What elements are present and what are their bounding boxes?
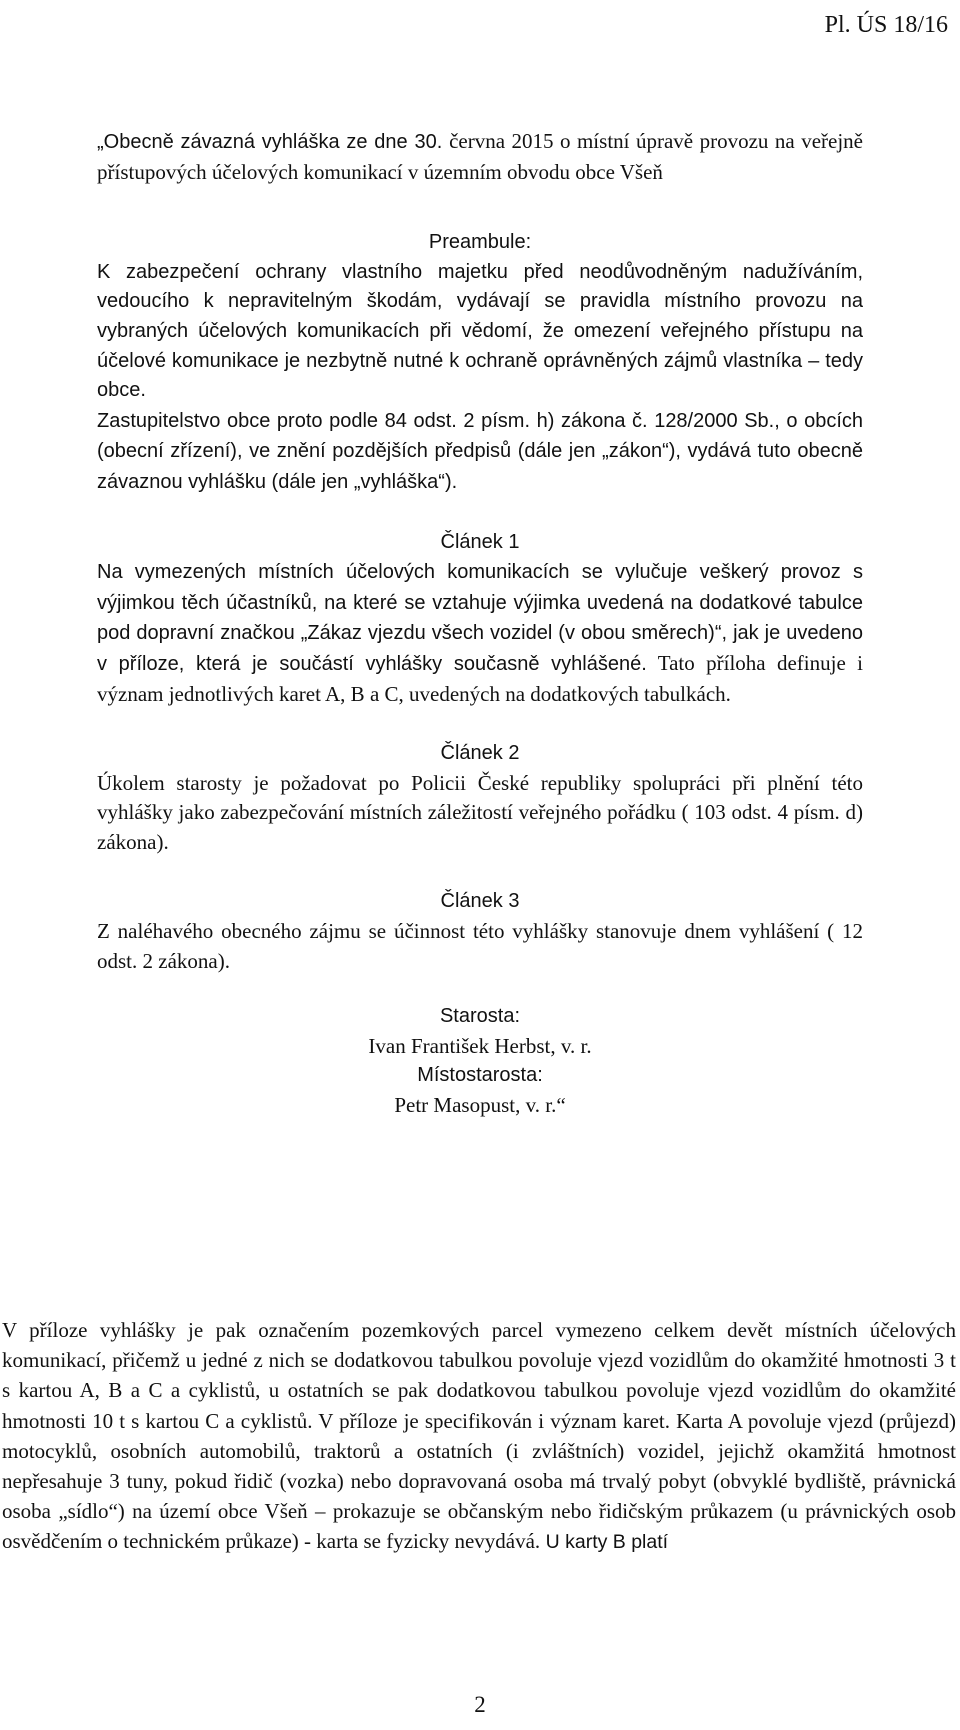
regulation-title-part2: června 2015 o místní úpravě provozu na veřejně přístupových účelových komunikací v územním obvodu obce Všeň: [97, 129, 863, 184]
enactment-part1: Zastupitelstvo obce proto podle 84 odst. 2 písm. h) zákona č. 128/2000 Sb.: [97, 409, 775, 432]
enactment-part2: , o obcích (obecní zřízení), ve znění pozdějších předpisů (dále jen „zákon“), vydává tuto obecně závaznou vyhlášku (dále jen „vyhláška“).: [97, 409, 863, 493]
case-reference: Pl. ÚS 18/16: [824, 12, 948, 38]
deputy-name: Petr Masopust, v. r.“: [394, 1093, 566, 1118]
enactment-clause: [97, 406, 863, 498]
preamble-heading: Preambule:: [428, 231, 532, 254]
regulation-title: [97, 127, 863, 187]
main-paragraph: [2, 1315, 956, 1558]
article1-part2: Tato příloha definuje i význam jednotlivých karet A, B a C, uvedených na dodatkových tabulkách.: [97, 650, 863, 706]
article1-part1: Na vymezených místních účelových komunikacích se vylučuje veškerý provoz s výjimkou těch účastníků, na které se vztahuje výjimka uvedená na dodatkové tabulce pod dopravní značkou „Zákaz vjezdu všech vozidel (v obou směrech)“, jak je uvedeno v příloze, která je součástí vyhlášky současně vyhlášené.: [97, 561, 863, 675]
quoted-regulation: [97, 127, 863, 1121]
article3-heading: Článek 3: [440, 890, 520, 913]
article3-text: Z naléhavého obecného zájmu se účinnost této vyhlášky stanovuje dnem vyhlášení ( 12 odst. 2 zákona).: [97, 919, 863, 973]
article1-heading: Článek 1: [440, 530, 520, 553]
main-paragraph-part1: V příloze vyhlášky je pak označením pozemkových parcel vymezeno celkem devět místních účelových komunikací, přičemž u jedné z nich se dodatkovou tabulkou povoluje vjezd vozidlům do okamžité hmotnosti 3 t s kartou A, B a C a cyklistů, u ostatních se pak dodatkovou tabulkou povoluje vjezd vozidlům do okamžité hmotnosti 10 t s kartou C a cyklistů. V příloze je specifikován i význam karet. Karta A povoluje vjezd (průjezd) motocyklů, osobních automobilů, traktorů a ostatních (i zvláštních) vozidel, jejichž okamžitá hmotnost nepřesahuje 3 tuny, pokud řidič (vozka) nebo dopravovaná osoba má trvalý pobyt (obvyklé bydliště, právnická osoba „sídlo“) na území obce Všeň – prokazuje se občanským nebo řidičským průkazem (u právnických osob osvědčením o technickém průkaze) - karta se fyzicky nevydává.: [2, 1318, 956, 1554]
mayor-label: Starosta:: [439, 1005, 521, 1028]
main-paragraph-part2: U karty B platí: [540, 1531, 669, 1554]
article2-heading: Článek 2: [440, 742, 520, 765]
preamble-text: K zabezpečení ochrany vlastního majetku před neodůvodněným nadužíváním, vedoucího k nepravitelným škodám, vydávají se pravidla místního provozu na vybraných účelových komunikacích při vědomí, že omezení veřejného přístupu na účelové komunikace je nezbytně nutné k ochraně oprávněných zájmů vlastníka – tedy obce.: [97, 260, 863, 402]
article2-text: Úkolem starosty je požadovat po Policii České republiky spolupráci při plnění této vyhlášky jako zabezpečování místních záležitostí veřejného pořádku ( 103 odst. 4 písm. d) zákona).: [97, 770, 863, 854]
deputy-label: Místostarosta:: [417, 1064, 543, 1087]
mayor-name: Ivan František Herbst, v. r.: [368, 1033, 592, 1058]
page-number: 2: [474, 1692, 486, 1717]
regulation-title-part1: „Obecně závazná vyhláška ze dne 30.: [97, 131, 450, 153]
article1-text: [97, 557, 863, 709]
